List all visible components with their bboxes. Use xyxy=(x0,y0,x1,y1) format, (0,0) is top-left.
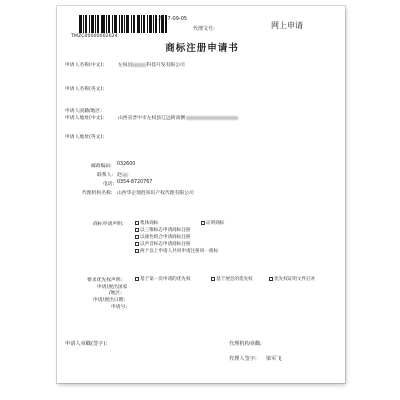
applicant-name-suffix: 科技开发有限公司 xyxy=(146,63,185,68)
checkbox[interactable] xyxy=(201,221,205,225)
priority-label: 要求优先权声明: xyxy=(87,278,123,283)
agency-name-label: 代理机构名称: xyxy=(82,191,113,196)
redacted-text xyxy=(122,173,128,177)
declaration-label: 商标申请声明: xyxy=(93,222,124,227)
barcode-number: TMZC00000002624 xyxy=(71,34,118,39)
phone-label: 电话: xyxy=(103,182,115,187)
applicant-name-prefix: 左权县 xyxy=(118,63,133,68)
declaration-option-certification: 证明商标 xyxy=(201,220,224,226)
declaration-option-sound: 以声音标志申请商标注册 xyxy=(135,241,191,247)
postcode-value: 032600 xyxy=(117,162,136,167)
postcode-label: 邮政编码: xyxy=(91,164,112,169)
applicant-address-en-label: 申请人地址(英文): xyxy=(65,135,104,140)
redacted-text xyxy=(186,116,238,120)
priority-option-exhibition: 基于展会的优先权 xyxy=(211,276,253,282)
applicant-name-cn-value xyxy=(118,61,185,68)
agent-doc-no-label: 代理文号: xyxy=(193,26,215,32)
checkbox[interactable] xyxy=(135,235,139,239)
declaration-option-collective: 集体商标 xyxy=(135,220,158,226)
agency-seal-label: 代理机构章戳: xyxy=(229,341,262,347)
checkbox[interactable] xyxy=(135,228,139,232)
priority-option-document-later: 优先权证明文件后补 xyxy=(269,276,315,282)
applicant-name-cn-label: 申请人名称(中文): xyxy=(65,63,104,68)
applicant-name-en-label: 申请人名称(英文): xyxy=(65,87,104,92)
agent-signature-label: 代理人签字: xyxy=(229,356,257,362)
application-form-sheet xyxy=(57,6,345,383)
checkbox[interactable] xyxy=(211,277,215,281)
applicant-address-cn-label: 申请人地址(中文): xyxy=(65,116,104,121)
contact-person-value xyxy=(117,171,128,178)
priority-country-label-2: /地区: xyxy=(109,291,122,296)
checkbox[interactable] xyxy=(135,249,139,253)
checkbox[interactable] xyxy=(135,242,139,246)
contact-person-label: 联系人: xyxy=(97,173,114,178)
applicant-seal-label: 申请人章戳(签字): xyxy=(65,341,108,347)
address-text: 山西省晋中市左权县辽远街南侧 xyxy=(118,116,186,121)
priority-number-label: 申请号: xyxy=(111,305,128,310)
form-title: 商标注册申请书 xyxy=(165,43,239,54)
priority-date-label: 申请/展出日期: xyxy=(93,298,126,303)
redacted-text xyxy=(132,63,146,67)
declaration-option-joint: 两个以上申请人共同申请注册同一商标 xyxy=(135,248,218,254)
declaration-option-color: 以颜色组合申请商标注册 xyxy=(135,234,191,240)
applicant-country-label: 申请人国籍/地区: xyxy=(65,109,102,114)
contact-person-surname: 赵 xyxy=(117,173,122,178)
phone-value: 0354-8720767 xyxy=(117,180,153,185)
barcode-image xyxy=(79,15,167,33)
priority-country-label-1: 申请/展出国家 xyxy=(97,285,128,290)
application-date: 2017-09-05 xyxy=(158,16,188,22)
priority-option-first-filing: 基于第一次申请的优先权 xyxy=(135,276,191,282)
checkbox[interactable] xyxy=(269,277,273,281)
agency-name-value: 山西华企鼎胜知识产权代理有限公司 xyxy=(117,191,194,196)
agent-signature-value: 梁军飞 xyxy=(266,356,282,362)
online-application-label: 网上申请 xyxy=(271,21,303,30)
declaration-option-3d: 以三维标志申请商标注册 xyxy=(135,227,191,233)
checkbox[interactable] xyxy=(135,277,139,281)
checkbox[interactable] xyxy=(135,221,139,225)
applicant-address-cn-value xyxy=(118,114,238,121)
